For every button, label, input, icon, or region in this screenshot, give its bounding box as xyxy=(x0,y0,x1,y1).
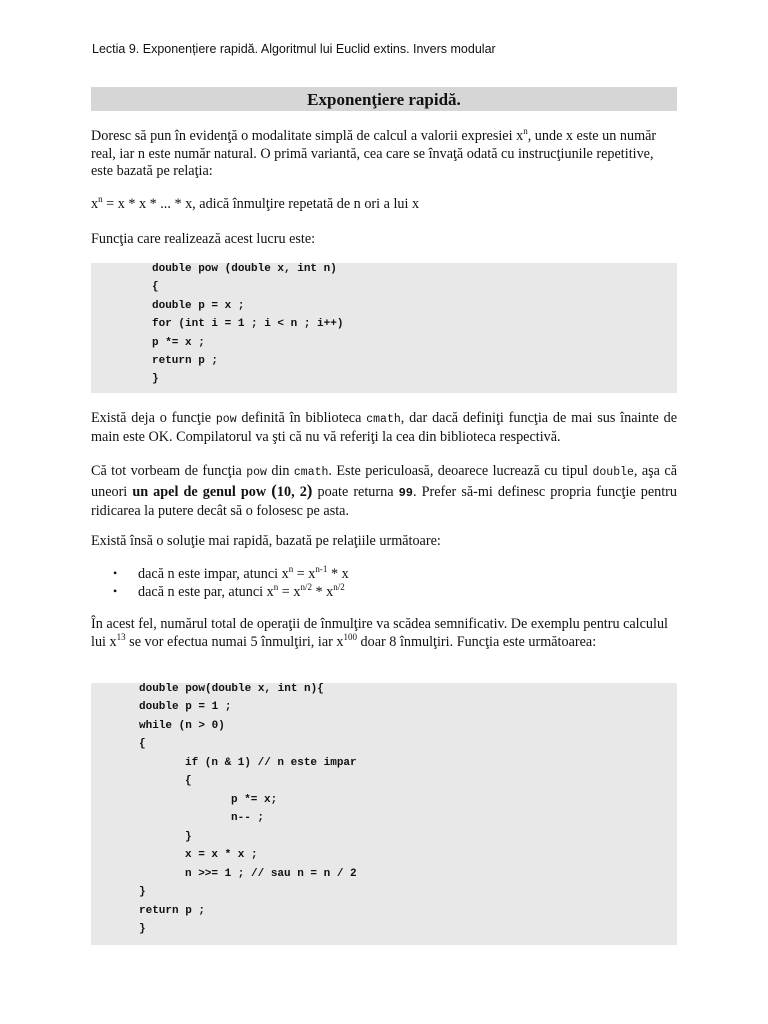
inline-code-99: 99 xyxy=(398,486,413,501)
code1-line: for (int i = 1 ; i < n ; i++) xyxy=(152,318,344,330)
intro-text-2: , unde x este un număr real, iar n este număr natural. O primă variantă, cea care se învaţă odată cu instrucţiunile repetitive, este bazată pe relaţia: xyxy=(91,128,657,180)
code2-line: return p ; xyxy=(139,905,206,917)
cmath-note-text-3: , dar dacă definiţi funcţia de mai sus înainte de main este OK. Compilatorul va şti că nu vă referiţi la cea din biblioteca respectivă. xyxy=(91,410,678,445)
formula-x: x xyxy=(91,196,99,212)
paragraph-pow-warning xyxy=(91,462,677,521)
code2-line: } xyxy=(185,831,192,843)
bullet-sup: n-1 xyxy=(315,564,328,574)
code-block-fast xyxy=(91,683,677,945)
explanation-sup-13: 13 xyxy=(116,631,126,642)
inline-code-cmath: cmath xyxy=(293,466,329,479)
section-title: Exponenţiere rapidă. xyxy=(91,87,677,111)
bullet-part: = x xyxy=(293,566,316,582)
code2-line: } xyxy=(139,923,146,935)
warning-text-1: Că tot vorbeam de funcţia xyxy=(91,463,247,479)
explanation-text-3: doar 8 înmulţiri. Funcţia este următoarea: xyxy=(357,633,597,650)
code2-line: x = x * x ; xyxy=(185,849,258,861)
inline-code-double: double xyxy=(592,466,634,479)
bullet-sup: n xyxy=(273,582,279,592)
cmath-note-text-1: Există deja o funcţie xyxy=(91,410,216,426)
paragraph-fast-explanation xyxy=(91,616,677,651)
code2-line: double pow(double x, int n){ xyxy=(139,683,324,695)
intro-sup: n xyxy=(523,126,528,136)
code1-line: return p ; xyxy=(152,355,219,367)
formula-sup: n xyxy=(98,194,103,204)
warning-text-5: poate returna xyxy=(312,484,399,501)
warning-bold-paren-open: ( xyxy=(271,481,277,501)
bullet-part: * x xyxy=(327,566,349,582)
explanation-text-2: se vor efectua numai 5 înmulţiri, iar x xyxy=(125,633,344,650)
warning-text-3: . Este periculoasă, deoarece lucrează cu tipul xyxy=(328,463,593,479)
code2-line: n >>= 1 ; // sau n = n / 2 xyxy=(185,868,357,880)
code-block-naive xyxy=(91,263,677,393)
code1-line: } xyxy=(152,373,159,385)
running-header: Lectia 9. Exponențiere rapidă. Algoritmul lui Euclid extins. Invers modular xyxy=(92,42,496,56)
code1-line: double pow (double x, int n) xyxy=(152,263,337,275)
paragraph-function-intro: Funcţia care realizează acest lucru este: xyxy=(91,231,316,247)
code2-line: if (n & 1) // n este impar xyxy=(185,757,357,769)
warning-text-4: , aşa că uneori xyxy=(91,463,677,501)
code1-line: double p = x ; xyxy=(152,300,245,312)
code1-line: p *= x ; xyxy=(152,337,205,349)
code2-line: double p = 1 ; xyxy=(139,701,232,713)
warning-bold-call: un apel de genul pow xyxy=(132,484,272,501)
explanation-sup-100: 100 xyxy=(343,631,357,642)
bullet-icon: • xyxy=(113,566,118,580)
code2-line: p *= x; xyxy=(231,794,278,806)
intro-text-1: Doresc să pun în evidenţă o modalitate simplă de calcul a valorii expresiei x xyxy=(91,128,524,144)
bullet-part: * x xyxy=(311,584,334,600)
bullet-sup: n/2 xyxy=(300,582,312,592)
formula-repeated-multiplication xyxy=(91,196,677,214)
bullet-part: dacă n este par, atunci x xyxy=(138,584,274,600)
code2-line: n-- ; xyxy=(231,812,265,824)
bullet-sup: n/2 xyxy=(333,582,345,592)
code2-line: { xyxy=(185,775,192,787)
bullet-text xyxy=(138,566,349,583)
warning-bold-args: 10, 2 xyxy=(276,484,307,501)
paragraph-cmath-note xyxy=(91,410,677,446)
bullet-part: = x xyxy=(278,584,301,600)
inline-code-cmath: cmath xyxy=(366,413,401,426)
bullet-part: dacă n este impar, atunci x xyxy=(138,566,289,582)
explanation-text-1: În acest fel, numărul total de operaţii de înmulţire va scădea semnificativ. De exemplu pentru calculul lui x xyxy=(91,616,668,650)
inline-code-pow: pow xyxy=(246,466,267,479)
cmath-note-text-2: definită în biblioteca xyxy=(236,410,367,426)
paragraph-fast-solution: Există însă o soluţie mai rapidă, bazată pe relaţiile următoare: xyxy=(91,533,441,549)
code2-line: { xyxy=(139,738,146,750)
warning-text-6: . Prefer să-mi definesc propria funcţie pentru ridicarea la putere decât să o folosesc pe asta. xyxy=(91,484,677,520)
bullet-icon: • xyxy=(113,584,118,598)
warning-bold-paren-close: ) xyxy=(306,481,313,501)
code2-line: while (n > 0) xyxy=(139,720,225,732)
code2-line: } xyxy=(139,886,146,898)
inline-code-pow: pow xyxy=(215,413,237,426)
formula-rest: = x * x * ... * x, adică înmulţire repetată de n ori a lui x xyxy=(102,196,420,212)
warning-text-2: din xyxy=(266,463,294,479)
bullet-sup: n xyxy=(288,564,294,574)
code1-line: { xyxy=(152,281,159,293)
paragraph-intro xyxy=(91,128,677,181)
bullet-text xyxy=(138,584,345,601)
